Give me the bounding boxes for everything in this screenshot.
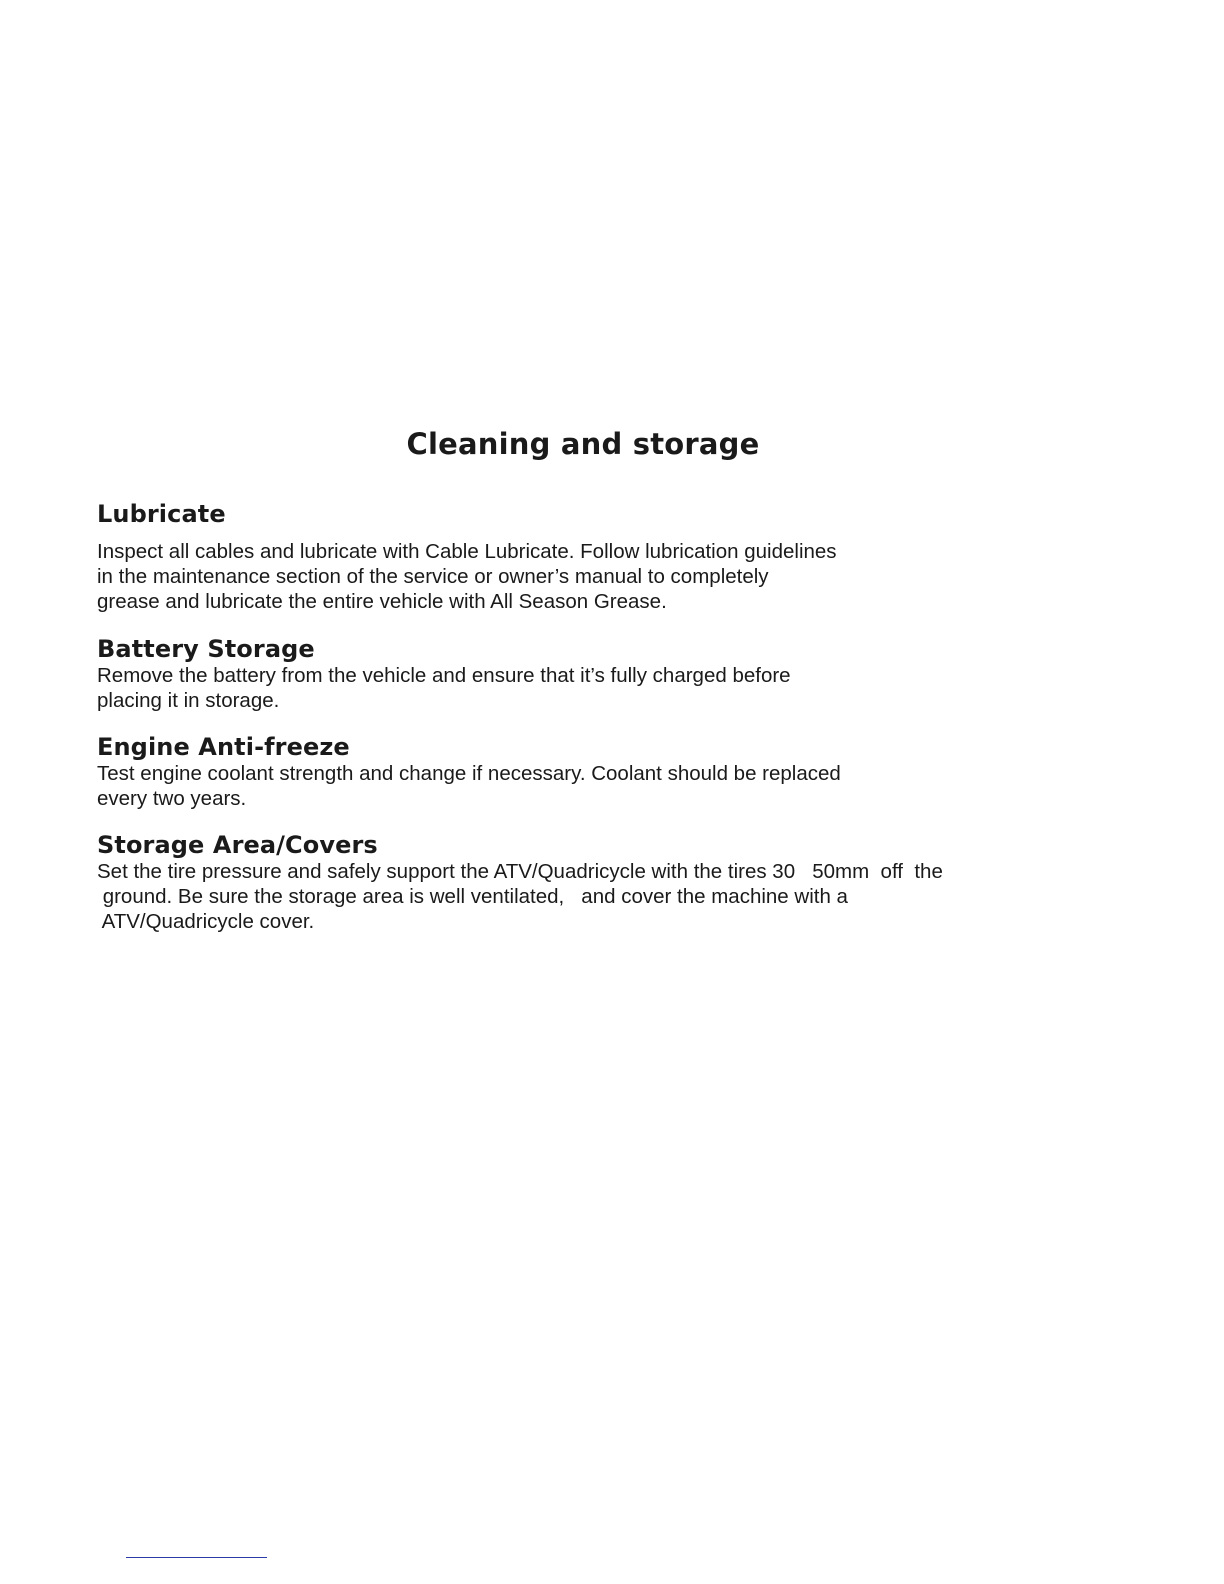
- section-heading-engine-anti-freeze: Engine Anti-freeze: [97, 733, 350, 761]
- section-heading-battery-storage: Battery Storage: [97, 635, 315, 663]
- section-body-battery-storage: Remove the battery from the vehicle and ensure that it’s fully charged before placing it in storage.: [97, 664, 791, 712]
- section-heading-storage-area-covers: Storage Area/Covers: [97, 831, 378, 859]
- section-body-engine-anti-freeze: Test engine coolant strength and change if necessary. Coolant should be replaced every two years.: [97, 762, 841, 810]
- page-title: Cleaning and storage: [406, 427, 760, 461]
- section-body-lubricate: Inspect all cables and lubricate with Cable Lubricate. Follow lubrication guidelines in the maintenance section of the service or owner’s manual to completely grease and lubricate the entire vehicle with All Season Grease.: [97, 540, 837, 613]
- footer-rule: [126, 1557, 267, 1558]
- section-heading-lubricate: Lubricate: [97, 500, 226, 528]
- section-body-storage-area-covers: Set the tire pressure and safely support the ATV/Quadricycle with the tires 30 50mm off the ground. Be sure the storage area is well ventilated, and cover the machine with a ATV/Quadricycle cover.: [97, 860, 943, 933]
